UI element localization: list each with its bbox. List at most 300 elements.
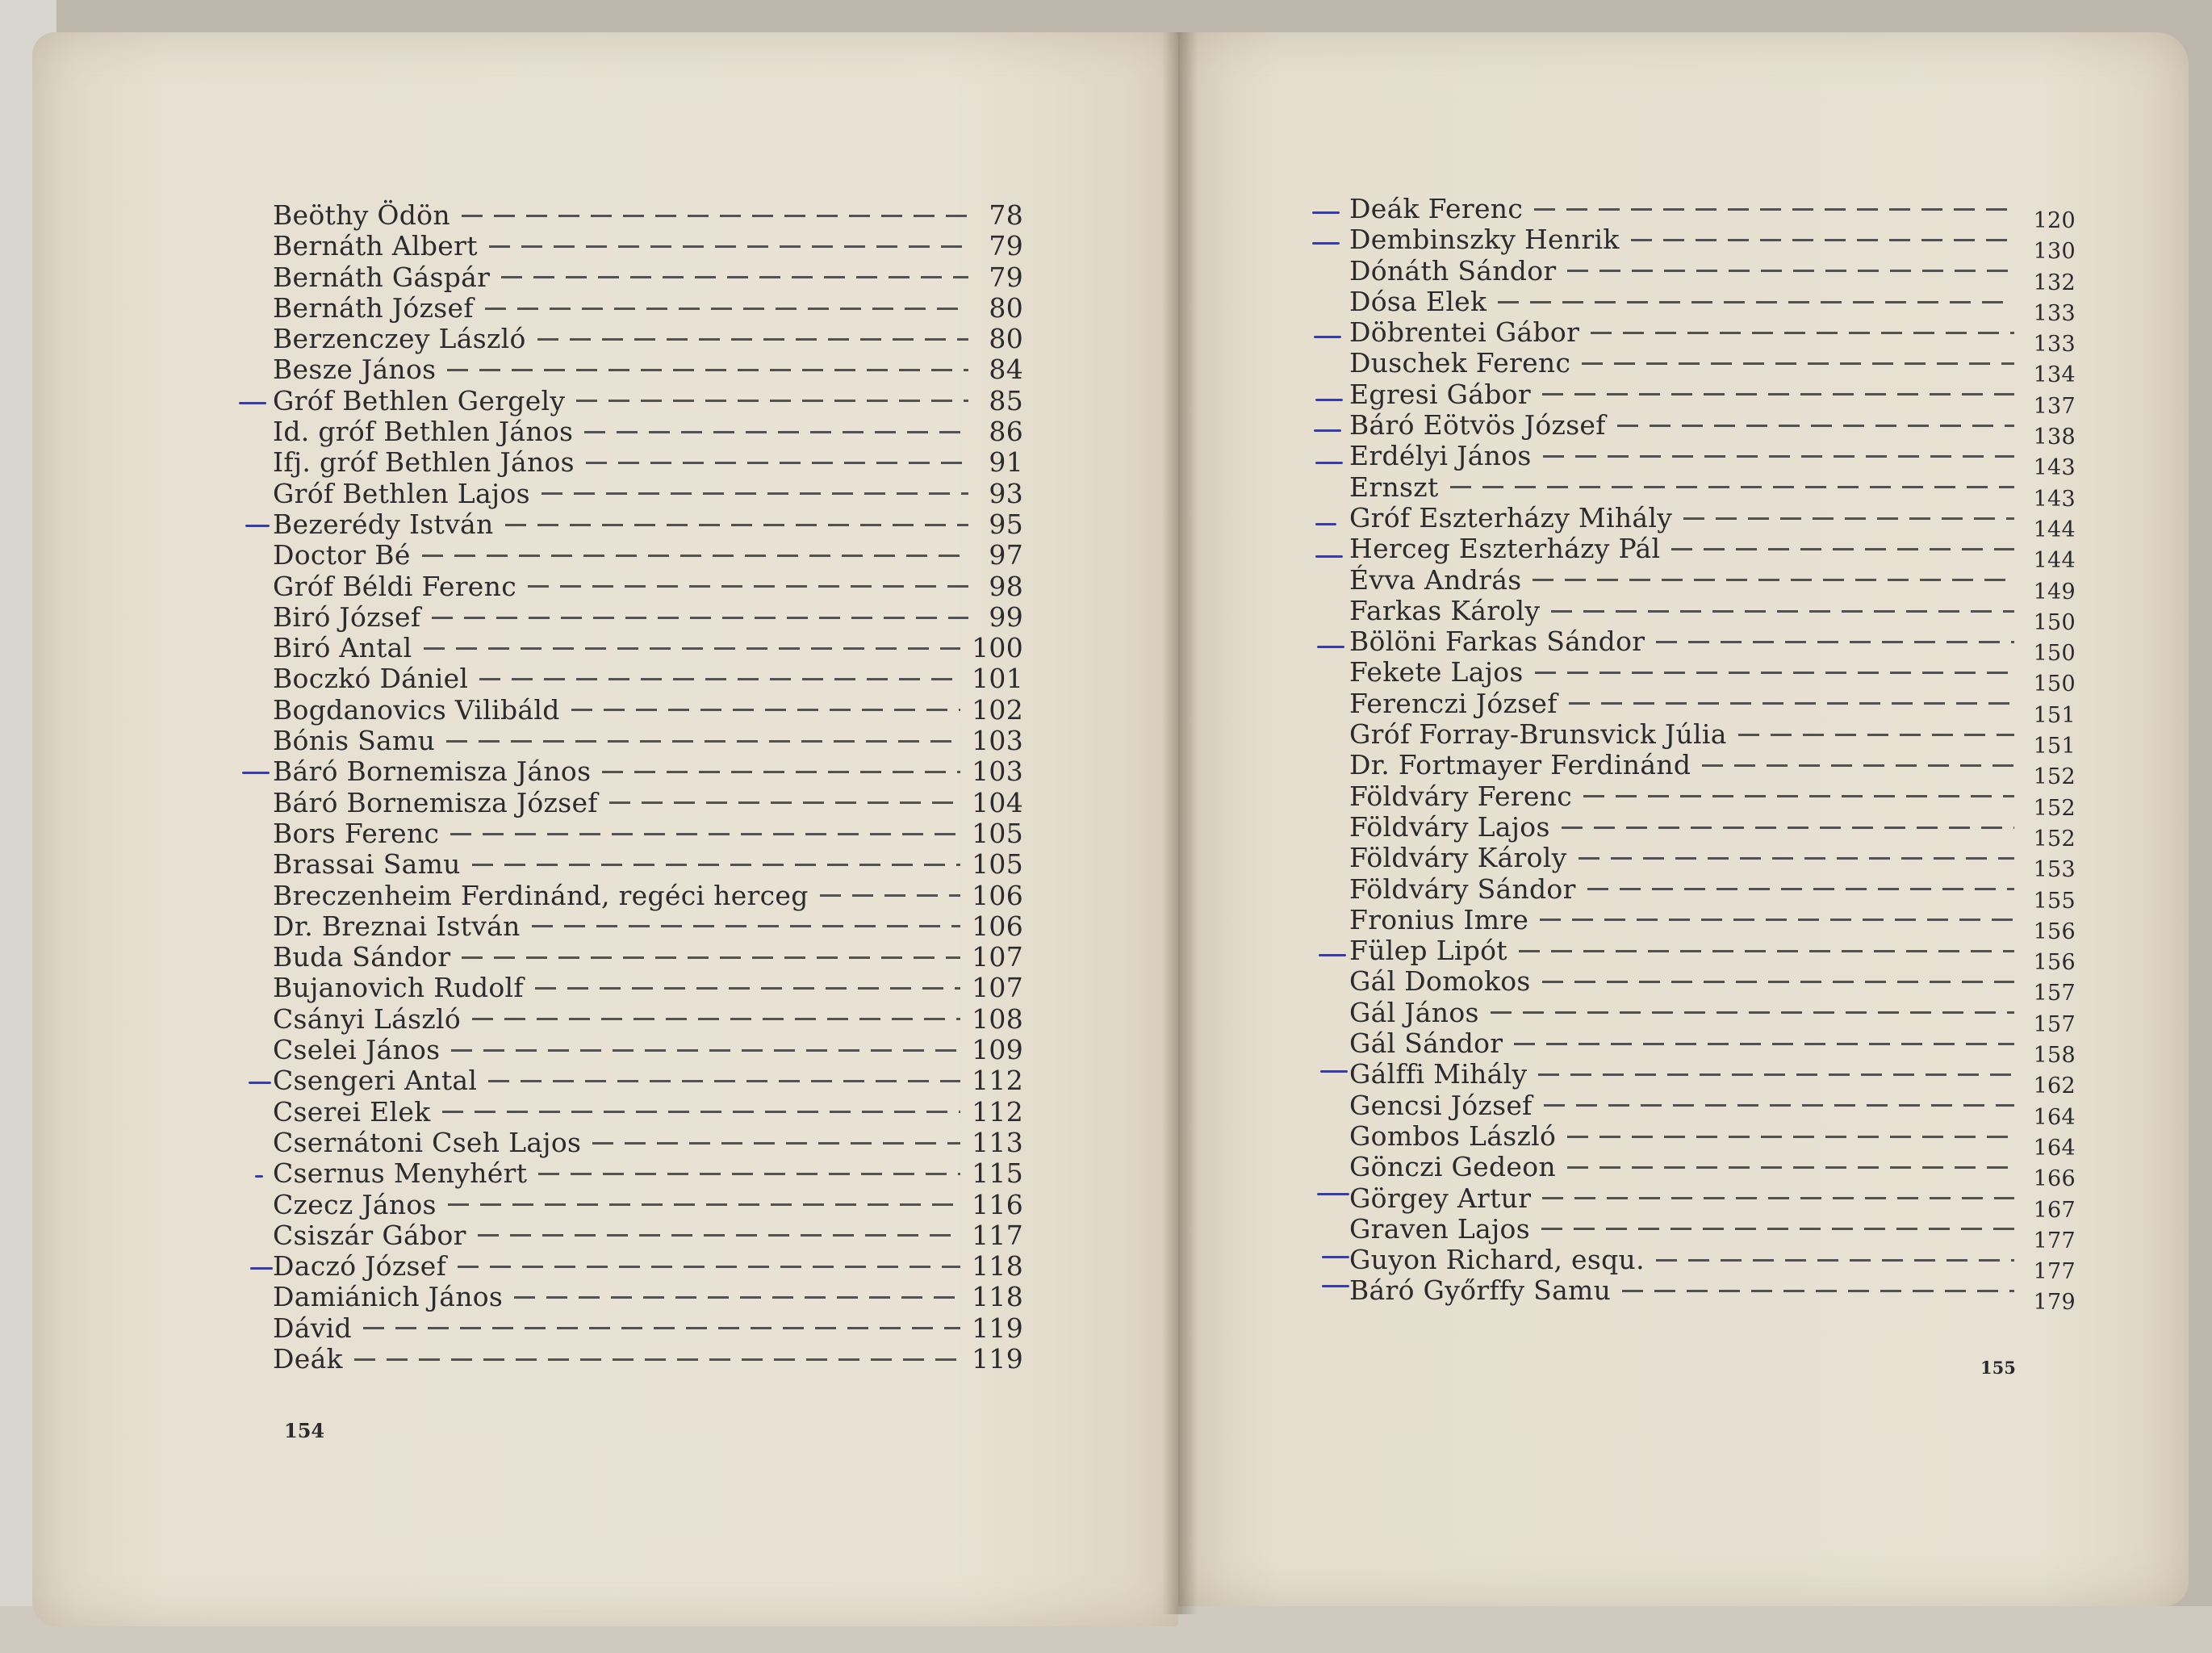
index-entry bbox=[273, 973, 1023, 1003]
entry-page-number: 133 bbox=[2033, 300, 2076, 326]
index-entry bbox=[1349, 501, 2076, 542]
entry-page-number: 150 bbox=[2033, 609, 2076, 635]
entry-name: Graven Lajos bbox=[1349, 1212, 1530, 1245]
index-entry bbox=[273, 231, 1023, 262]
entry-name: Csiszár Gábor bbox=[273, 1219, 466, 1251]
dash-leader bbox=[535, 987, 960, 990]
pen-mark bbox=[242, 772, 270, 774]
index-entry bbox=[1349, 1119, 2076, 1161]
index-entry bbox=[273, 695, 1023, 726]
entry-page-number: 152 bbox=[2033, 764, 2076, 790]
dash-leader bbox=[1622, 1290, 2014, 1292]
dash-leader bbox=[1538, 1073, 2014, 1076]
index-entry bbox=[273, 818, 1023, 849]
index-entry bbox=[273, 1344, 1023, 1375]
entry-page-number: 93 bbox=[989, 477, 1023, 509]
index-entry bbox=[273, 386, 1023, 416]
entry-page-number: 137 bbox=[2033, 393, 2076, 419]
entry-page-number: 117 bbox=[972, 1219, 1023, 1251]
pen-mark bbox=[1320, 1070, 1348, 1073]
book-gutter bbox=[1162, 32, 1198, 1614]
entry-page-number: 104 bbox=[972, 786, 1023, 818]
entry-page-number: 166 bbox=[2033, 1166, 2076, 1192]
entry-name: Besze János bbox=[273, 354, 437, 386]
entry-name: Herceg Eszterházy Pál bbox=[1349, 533, 1661, 565]
entry-page-number: 108 bbox=[972, 1002, 1023, 1035]
entry-page-number: 95 bbox=[989, 508, 1023, 540]
index-entry bbox=[273, 1251, 1023, 1282]
entry-name: Brassai Samu bbox=[273, 848, 461, 881]
entry-name: Beöthy Ödön bbox=[273, 199, 450, 231]
entry-page-number: 78 bbox=[989, 199, 1023, 231]
dash-leader bbox=[1519, 950, 2014, 952]
entry-page-number: 149 bbox=[2033, 579, 2076, 605]
entry-page-number: 164 bbox=[2033, 1104, 2076, 1130]
index-entry bbox=[273, 633, 1023, 663]
dash-leader bbox=[1617, 425, 2014, 427]
dash-leader bbox=[1542, 393, 2014, 395]
entry-name: Czecz János bbox=[273, 1188, 437, 1220]
dash-leader bbox=[1569, 702, 2014, 705]
dash-leader bbox=[1514, 1043, 2014, 1045]
entry-page-number: 153 bbox=[2033, 857, 2076, 883]
entry-page-number: 158 bbox=[2033, 1043, 2076, 1069]
entry-name: Berzenczey László bbox=[273, 323, 526, 355]
index-entry bbox=[273, 1035, 1023, 1065]
dash-leader bbox=[1544, 1104, 2014, 1107]
pen-mark bbox=[1312, 242, 1340, 245]
entry-page-number: 79 bbox=[989, 261, 1023, 293]
pen-mark bbox=[249, 1082, 271, 1084]
dash-leader bbox=[448, 1203, 960, 1206]
entry-name: Cserei Elek bbox=[273, 1095, 431, 1128]
dash-leader bbox=[1583, 795, 2014, 797]
entry-page-number: 91 bbox=[989, 446, 1023, 479]
index-entry bbox=[1349, 1027, 2076, 1069]
entry-name: Gál Sándor bbox=[1349, 1027, 1503, 1060]
entry-name: Cselei János bbox=[273, 1034, 441, 1066]
index-entry bbox=[273, 540, 1023, 571]
entry-name: Gönczi Gedeon bbox=[1349, 1151, 1556, 1183]
entry-page-number: 120 bbox=[2033, 208, 2076, 233]
index-entry bbox=[273, 1313, 1023, 1344]
entry-page-number: 151 bbox=[2033, 734, 2076, 760]
dash-leader bbox=[478, 1234, 960, 1237]
dash-leader bbox=[462, 956, 960, 959]
pen-mark bbox=[239, 402, 266, 404]
index-entry bbox=[273, 849, 1023, 880]
dash-leader bbox=[1656, 641, 2014, 643]
dash-leader bbox=[458, 1266, 960, 1268]
entry-name: Gál János bbox=[1349, 996, 1479, 1028]
entry-page-number: 138 bbox=[2033, 425, 2076, 450]
entry-name: Bezerédy István bbox=[273, 508, 494, 540]
entry-page-number: 100 bbox=[972, 632, 1023, 664]
dash-leader bbox=[1535, 672, 2014, 674]
dash-leader bbox=[472, 1018, 960, 1020]
index-entry bbox=[273, 571, 1023, 602]
entry-page-number: 144 bbox=[2033, 548, 2076, 574]
dash-leader bbox=[422, 554, 968, 557]
entry-page-number: 79 bbox=[989, 230, 1023, 262]
entry-page-number: 84 bbox=[989, 354, 1023, 386]
entry-name: Földváry Ferenc bbox=[1349, 780, 1573, 812]
index-entry bbox=[273, 1128, 1023, 1158]
entry-page-number: 116 bbox=[972, 1188, 1023, 1220]
entry-page-number: 115 bbox=[972, 1157, 1023, 1190]
entry-page-number: 107 bbox=[972, 941, 1023, 973]
pen-mark bbox=[1315, 399, 1343, 401]
entry-name: Guyon Richard, esqu. bbox=[1349, 1244, 1645, 1276]
dash-leader bbox=[1450, 486, 2014, 488]
dash-leader bbox=[586, 462, 968, 464]
dash-leader bbox=[1738, 734, 2014, 736]
index-entry bbox=[1349, 193, 2076, 233]
index-entry bbox=[1349, 1089, 2076, 1130]
entry-page-number: 107 bbox=[972, 972, 1023, 1004]
dash-leader bbox=[446, 740, 960, 743]
index-entry bbox=[1349, 1274, 2076, 1316]
entry-page-number: 106 bbox=[972, 910, 1023, 942]
entry-page-number: 132 bbox=[2033, 270, 2076, 295]
index-entry bbox=[1349, 378, 2076, 419]
index-entry bbox=[1349, 780, 2076, 821]
entry-page-number: 134 bbox=[2033, 362, 2076, 388]
index-entry bbox=[1349, 935, 2076, 976]
index-entry bbox=[273, 788, 1023, 818]
entry-page-number: 167 bbox=[2033, 1197, 2076, 1223]
pen-mark bbox=[1315, 462, 1343, 464]
dash-leader bbox=[1551, 610, 2014, 613]
entry-page-number: 150 bbox=[2033, 672, 2076, 697]
index-entry bbox=[273, 663, 1023, 694]
index-entry bbox=[1349, 1244, 2076, 1285]
pen-mark bbox=[1315, 555, 1343, 558]
entry-page-number: 103 bbox=[972, 755, 1023, 788]
index-entry bbox=[273, 447, 1023, 478]
index-entry bbox=[1349, 903, 2076, 944]
dash-leader bbox=[501, 276, 968, 278]
pen-mark bbox=[1312, 211, 1340, 214]
dash-leader bbox=[1587, 888, 2014, 890]
entry-name: Fülep Lipót bbox=[1349, 935, 1507, 967]
entry-name: Dr. Fortmayer Ferdinánd bbox=[1349, 749, 1691, 781]
entry-name: Ferenczi József bbox=[1349, 687, 1558, 719]
index-entry bbox=[273, 726, 1023, 756]
entry-name: Daczó József bbox=[273, 1250, 447, 1283]
pen-mark bbox=[1315, 523, 1336, 525]
index-entry bbox=[1349, 563, 2076, 605]
pen-mark bbox=[1317, 1193, 1349, 1195]
entry-name: Duschek Ferenc bbox=[1349, 347, 1571, 379]
entry-page-number: 105 bbox=[972, 848, 1023, 881]
entry-page-number: 152 bbox=[2033, 826, 2076, 852]
entry-name: Fronius Imre bbox=[1349, 903, 1529, 935]
index-entry bbox=[273, 942, 1023, 973]
entry-name: Bernáth József bbox=[273, 291, 474, 324]
entry-name: Csernátoni Cseh Lajos bbox=[273, 1126, 582, 1158]
dash-leader bbox=[1534, 208, 2014, 211]
entry-page-number: 85 bbox=[989, 384, 1023, 416]
entry-page-number: 144 bbox=[2033, 517, 2076, 542]
entry-page-number: 112 bbox=[972, 1065, 1023, 1097]
entry-name: Dósa Elek bbox=[1349, 285, 1487, 317]
index-entry bbox=[1349, 440, 2076, 481]
entry-name: Egresi Gábor bbox=[1349, 378, 1531, 410]
dash-leader bbox=[609, 801, 960, 804]
entry-name: Farkas Károly bbox=[1349, 594, 1541, 626]
dash-leader bbox=[488, 1080, 960, 1082]
dash-leader bbox=[432, 617, 968, 619]
pen-mark bbox=[1317, 646, 1344, 648]
dash-leader bbox=[363, 1327, 960, 1329]
index-entry bbox=[1349, 1212, 2076, 1253]
dash-leader bbox=[1567, 1136, 2014, 1138]
entry-name: Gróf Bethlen Lajos bbox=[273, 477, 530, 509]
index-entry bbox=[273, 1190, 1023, 1220]
entry-name: Id. gróf Bethlen János bbox=[273, 416, 574, 448]
dash-leader bbox=[485, 308, 968, 310]
index-entry bbox=[273, 881, 1023, 911]
dash-leader bbox=[1582, 362, 2014, 365]
entry-name: Dávid bbox=[273, 1312, 352, 1344]
index-entry bbox=[273, 354, 1023, 385]
entry-page-number: 164 bbox=[2033, 1135, 2076, 1161]
entry-name: Földváry Lajos bbox=[1349, 810, 1550, 843]
dash-leader bbox=[1541, 1228, 2014, 1230]
entry-name: Báró Bornemisza János bbox=[273, 755, 592, 788]
entry-page-number: 80 bbox=[989, 291, 1023, 324]
index-entry bbox=[273, 1065, 1023, 1096]
entry-page-number: 133 bbox=[2033, 332, 2076, 358]
index-entry bbox=[273, 1282, 1023, 1312]
entry-name: Erdélyi János bbox=[1349, 440, 1532, 472]
dash-leader bbox=[532, 925, 960, 927]
index-entry bbox=[1349, 347, 2076, 388]
dash-leader bbox=[602, 771, 960, 773]
entry-page-number: 130 bbox=[2033, 239, 2076, 265]
entry-name: Ifj. gróf Bethlen János bbox=[273, 446, 575, 479]
index-entry bbox=[273, 416, 1023, 447]
entry-name: Bölöni Farkas Sándor bbox=[1349, 626, 1645, 658]
dash-leader bbox=[1491, 1011, 2014, 1014]
entry-name: Gróf Eszterházy Mihály bbox=[1349, 501, 1673, 534]
entry-name: Breczenheim Ferdinánd, regéci herceg bbox=[273, 879, 809, 911]
dash-leader bbox=[592, 1142, 960, 1145]
entry-page-number: 177 bbox=[2033, 1228, 2076, 1253]
entry-page-number: 157 bbox=[2033, 1011, 2076, 1037]
dash-leader bbox=[424, 647, 961, 650]
entry-page-number: 113 bbox=[972, 1126, 1023, 1158]
index-entry bbox=[1349, 409, 2076, 450]
entry-name: Fekete Lajos bbox=[1349, 656, 1524, 688]
entry-page-number: 152 bbox=[2033, 795, 2076, 821]
entry-page-number: 112 bbox=[972, 1095, 1023, 1128]
index-entry bbox=[1349, 254, 2076, 295]
index-entry bbox=[1349, 873, 2076, 914]
entry-name: Bernáth Gáspár bbox=[273, 261, 491, 293]
entry-name: Gróf Béldi Ferenc bbox=[273, 570, 516, 602]
index-entry bbox=[1349, 285, 2076, 326]
entry-page-number: 86 bbox=[989, 416, 1023, 448]
entry-name: Doctor Bé bbox=[273, 539, 411, 571]
entry-page-number: 151 bbox=[2033, 702, 2076, 728]
left-page-number: 154 bbox=[284, 1419, 325, 1442]
dash-leader bbox=[450, 833, 960, 835]
index-entry bbox=[273, 262, 1023, 293]
entry-page-number: 179 bbox=[2033, 1290, 2076, 1316]
entry-page-number: 143 bbox=[2033, 486, 2076, 512]
entry-name: Csányi László bbox=[273, 1002, 462, 1035]
dash-leader bbox=[354, 1358, 960, 1361]
entry-name: Bors Ferenc bbox=[273, 817, 440, 849]
entry-name: Bernáth Albert bbox=[273, 230, 478, 262]
entry-page-number: 80 bbox=[989, 323, 1023, 355]
entry-name: Deák bbox=[273, 1342, 343, 1375]
index-entry bbox=[273, 479, 1023, 509]
dash-leader bbox=[514, 1296, 960, 1299]
entry-name: Deák Ferenc bbox=[1349, 193, 1524, 224]
dash-leader bbox=[584, 431, 968, 433]
entry-page-number: 150 bbox=[2033, 641, 2076, 667]
dash-leader bbox=[442, 1111, 961, 1113]
index-entry bbox=[273, 200, 1023, 231]
pen-mark bbox=[1322, 1285, 1349, 1287]
dash-leader bbox=[571, 709, 960, 711]
dash-leader bbox=[462, 215, 968, 217]
dash-leader bbox=[1543, 455, 2014, 458]
index-entry bbox=[1349, 1182, 2076, 1223]
index-entry bbox=[273, 509, 1023, 540]
index-entry bbox=[1349, 316, 2076, 358]
entry-name: Dr. Breznai István bbox=[273, 910, 521, 942]
entry-page-number: 119 bbox=[972, 1342, 1023, 1375]
entry-name: Gálffi Mihály bbox=[1349, 1058, 1528, 1090]
index-entry bbox=[273, 911, 1023, 942]
index-entry bbox=[1349, 749, 2076, 790]
entry-name: Döbrentei Gábor bbox=[1349, 316, 1580, 349]
entry-name: Bónis Samu bbox=[273, 725, 436, 757]
entry-name: Báró Eötvös József bbox=[1349, 409, 1606, 441]
pen-mark bbox=[1322, 1256, 1349, 1258]
dash-leader bbox=[1562, 826, 2014, 829]
entry-page-number: 157 bbox=[2033, 981, 2076, 1006]
entry-page-number: 119 bbox=[972, 1312, 1023, 1344]
entry-name: Gombos László bbox=[1349, 1119, 1557, 1152]
index-entry bbox=[273, 602, 1023, 633]
entry-name: Görgey Artur bbox=[1349, 1182, 1532, 1214]
dash-leader bbox=[1683, 517, 2014, 520]
dash-leader bbox=[537, 338, 968, 341]
entry-page-number: 102 bbox=[972, 693, 1023, 726]
dash-leader bbox=[1631, 239, 2014, 241]
entry-page-number: 98 bbox=[989, 570, 1023, 602]
entry-page-number: 177 bbox=[2033, 1259, 2076, 1285]
dash-leader bbox=[1540, 919, 2014, 921]
index-entry bbox=[1349, 594, 2076, 635]
entry-page-number: 101 bbox=[972, 663, 1023, 695]
index-entry bbox=[273, 1158, 1023, 1189]
entry-name: Gál Domokos bbox=[1349, 965, 1531, 998]
entry-page-number: 106 bbox=[972, 879, 1023, 911]
index-entry bbox=[273, 324, 1023, 354]
left-index-list bbox=[273, 200, 1023, 1375]
index-entry bbox=[1349, 842, 2076, 883]
pen-mark bbox=[245, 525, 270, 527]
index-entry bbox=[1349, 687, 2076, 728]
dash-leader bbox=[451, 1049, 960, 1052]
entry-name: Biró József bbox=[273, 601, 421, 633]
index-entry bbox=[1349, 224, 2076, 265]
index-entry bbox=[273, 1220, 1023, 1251]
index-entry bbox=[273, 1097, 1023, 1128]
dash-leader bbox=[1579, 857, 2014, 860]
entry-name: Csengeri Antal bbox=[273, 1065, 478, 1097]
dash-leader bbox=[1671, 548, 2014, 550]
entry-page-number: 99 bbox=[989, 601, 1023, 633]
dash-leader bbox=[1656, 1259, 2014, 1262]
entry-name: Báró Bornemisza József bbox=[273, 786, 598, 818]
dash-leader bbox=[528, 585, 968, 588]
pen-mark bbox=[1319, 954, 1346, 956]
dash-leader bbox=[1542, 981, 2014, 983]
entry-name: Dónáth Sándor bbox=[1349, 254, 1557, 287]
entry-name: Ernszt bbox=[1349, 471, 1439, 503]
entry-name: Bujanovich Rudolf bbox=[273, 972, 524, 1004]
entry-page-number: 143 bbox=[2033, 455, 2076, 481]
index-entry bbox=[1349, 471, 2076, 512]
pen-mark bbox=[250, 1267, 273, 1270]
entry-name: Földváry Sándor bbox=[1349, 873, 1576, 905]
entry-name: Báró Győrffy Samu bbox=[1349, 1274, 1612, 1307]
index-entry bbox=[1349, 810, 2076, 852]
dash-leader bbox=[1542, 1197, 2014, 1199]
dash-leader bbox=[542, 492, 968, 495]
entry-name: Földváry Károly bbox=[1349, 842, 1567, 874]
index-entry bbox=[1349, 718, 2076, 760]
dash-leader bbox=[820, 894, 960, 897]
dash-leader bbox=[472, 864, 960, 866]
entry-page-number: 118 bbox=[972, 1250, 1023, 1283]
index-entry bbox=[1349, 1151, 2076, 1192]
entry-page-number: 97 bbox=[989, 539, 1023, 571]
entry-name: Gróf Forray-Brunsvick Júlia bbox=[1349, 718, 1727, 751]
dash-leader bbox=[479, 678, 960, 680]
entry-name: Gróf Bethlen Gergely bbox=[273, 384, 566, 416]
entry-name: Gencsi József bbox=[1349, 1089, 1533, 1121]
index-entry bbox=[1349, 533, 2076, 574]
right-page-number: 155 bbox=[1980, 1358, 2016, 1378]
dash-leader bbox=[576, 400, 968, 402]
dash-leader bbox=[1567, 1166, 2014, 1169]
entry-page-number: 156 bbox=[2033, 950, 2076, 976]
entry-name: Évva András bbox=[1349, 563, 1522, 596]
dash-leader bbox=[1702, 764, 2014, 767]
entry-page-number: 109 bbox=[972, 1034, 1023, 1066]
dash-leader bbox=[505, 524, 968, 526]
index-entry bbox=[273, 756, 1023, 787]
dash-leader bbox=[1533, 579, 2014, 581]
entry-name: Boczkó Dániel bbox=[273, 663, 469, 695]
entry-page-number: 105 bbox=[972, 817, 1023, 849]
index-entry bbox=[273, 293, 1023, 324]
dash-leader bbox=[489, 245, 968, 248]
index-entry bbox=[1349, 965, 2076, 1006]
index-entry bbox=[273, 1004, 1023, 1035]
entry-page-number: 103 bbox=[972, 725, 1023, 757]
dash-leader bbox=[1498, 301, 2014, 303]
index-entry bbox=[1349, 1058, 2076, 1099]
